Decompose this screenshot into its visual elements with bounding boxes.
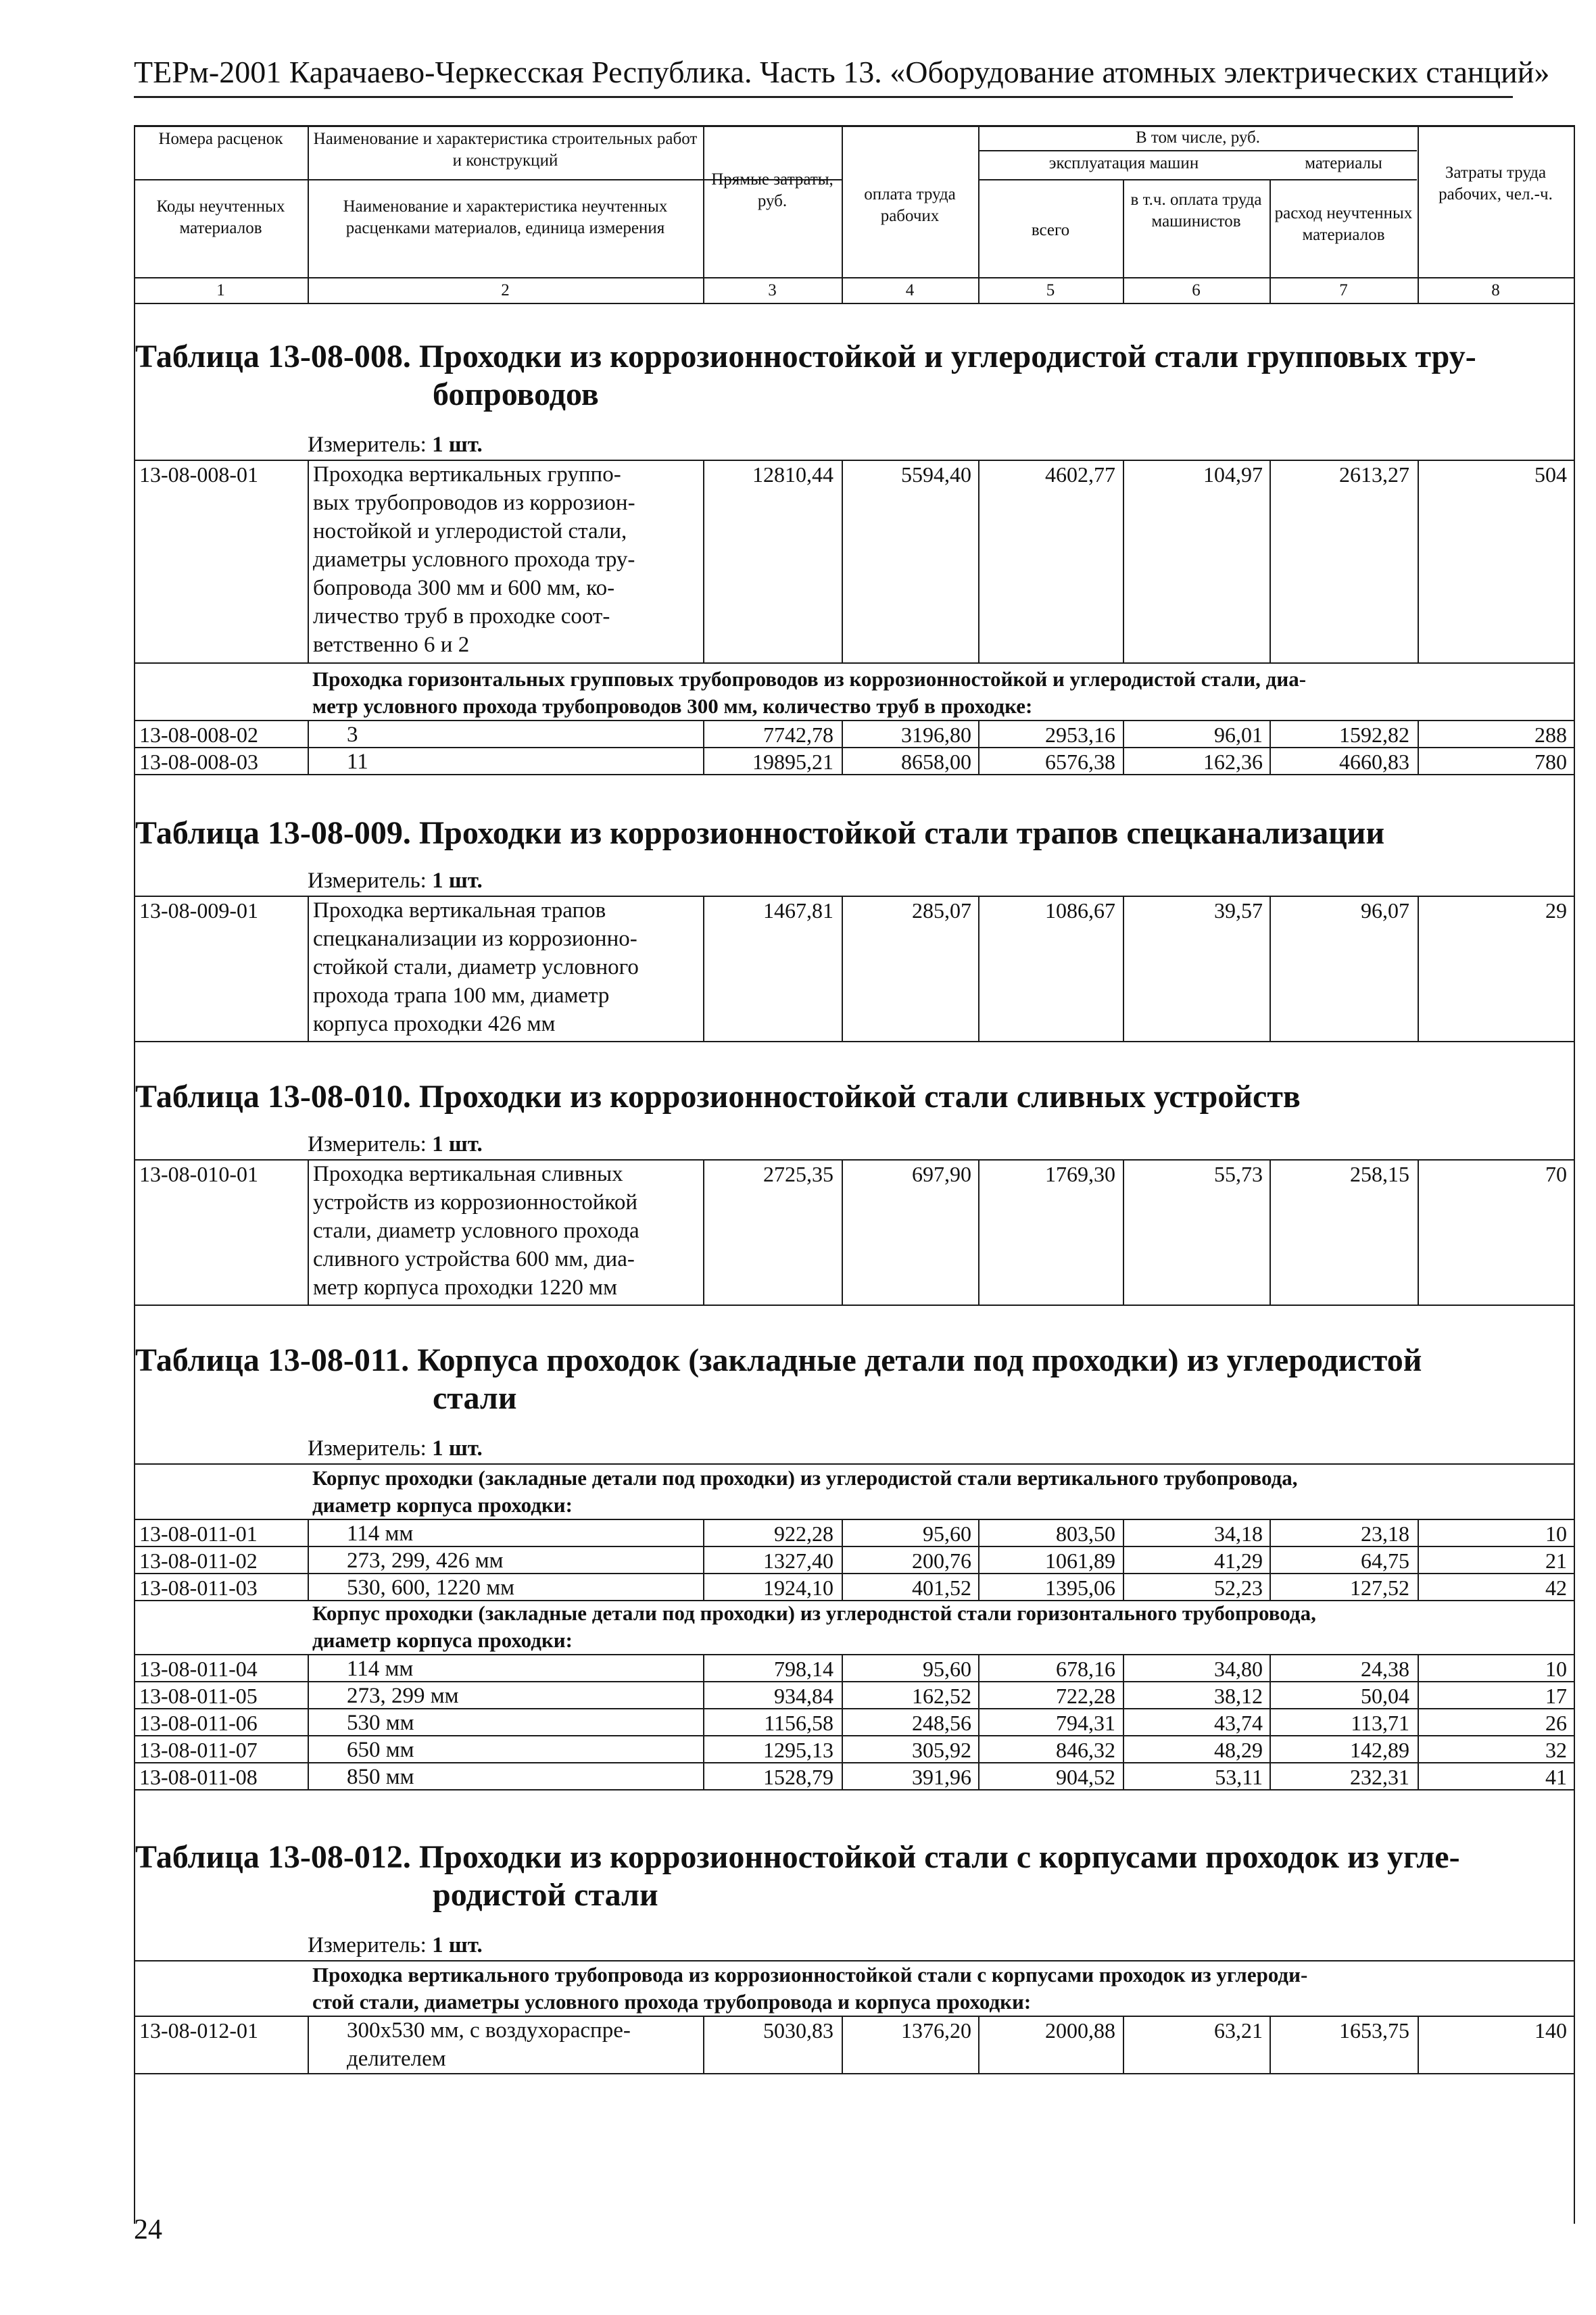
rate-value: 41 [1545, 1765, 1567, 1789]
measure-value: 1 шт. [432, 433, 483, 457]
rate-value: 2953,16 [1045, 723, 1115, 747]
rate-name: Проходка вертикальных группо- вых трубопроводов из коррозион- ностойкой и углеродистой стали, диаметры условного прохода тру- бопровода 300 мм и 600 мм, ко- личество труб в проходке соот- ветственно 6 и 2 [313, 462, 635, 657]
rate-name: Проходка вертикальная трапов спецканализации из коррозионно- стойкой стали, диаметр условного прохода трапа 100 мм, диаметр корпуса проходки 426 мм [313, 898, 639, 1036]
rate-code: 13-08-008-01 [139, 462, 258, 487]
rule [703, 460, 704, 662]
group-heading: диаметр корпуса проходки: [312, 1493, 573, 1517]
header-name-top: Наименование и характеристика строительных работ и конструкций [313, 130, 698, 170]
rate-value: 798,14 [774, 1657, 833, 1681]
rate-name: 300х530 мм, с воздухораспре- делителем [347, 2018, 631, 2071]
rate-value: 34,80 [1214, 1657, 1263, 1681]
rate-value: 113,71 [1351, 1711, 1409, 1735]
rate-value: 200,76 [912, 1549, 971, 1573]
measure-line [308, 1933, 483, 1958]
table-title: Таблица 13-08-012. Проходки из коррозионностойкой стали с корпусами проходок из угле- [135, 1839, 1460, 1875]
header-col-number: 8 [1491, 281, 1500, 299]
rate-value: 2000,88 [1045, 2018, 1115, 2043]
rate-code: 13-08-011-01 [139, 1521, 258, 1546]
rate-name: 11 [347, 750, 368, 774]
rule [134, 1789, 1574, 1790]
rate-code: 13-08-011-02 [139, 1549, 258, 1573]
rate-value: 43,74 [1214, 1711, 1263, 1735]
rate-name: 650 мм [347, 1738, 414, 1762]
header-col-number: 6 [1192, 281, 1201, 299]
rate-code: 13-08-011-08 [139, 1765, 258, 1789]
rule [134, 662, 1574, 664]
rule [308, 896, 309, 1041]
header-name-bottom: Наименование и характеристика неучтенных расценками материалов, единица измерения [343, 197, 668, 237]
rate-value: 1156,58 [764, 1711, 833, 1735]
rate-name: 273, 299, 426 мм [347, 1549, 504, 1573]
rate-name: 530 мм [347, 1711, 414, 1735]
rule [134, 1041, 1574, 1042]
group-heading: Проходка вертикального трубопровода из коррозионностойкой стали с корпусами проходок из углероди- [312, 1963, 1308, 1987]
rule [134, 303, 135, 2224]
measure-value: 1 шт. [432, 1132, 483, 1156]
rate-code: 13-08-010-01 [139, 1162, 258, 1186]
rate-code: 13-08-011-03 [139, 1576, 258, 1600]
rule [308, 460, 309, 662]
group-heading: Проходка горизонтальных групповых трубопроводов из коррозионностойкой и углеродистой стали, диа- [312, 667, 1307, 691]
header-col-number: 4 [905, 281, 915, 299]
rule [978, 179, 1417, 180]
measure-line [308, 1132, 483, 1157]
rule [703, 125, 704, 303]
rate-code: 13-08-011-04 [139, 1657, 258, 1681]
rule [1123, 460, 1124, 662]
header-machines-total: всего [1031, 221, 1070, 239]
rate-value: 10 [1545, 1657, 1567, 1681]
group-heading: диаметр корпуса проходки: [312, 1628, 573, 1652]
rate-value: 95,60 [923, 1521, 971, 1546]
rate-value: 95,60 [923, 1657, 971, 1681]
rate-value: 504 [1534, 462, 1567, 487]
rate-name: Проходка вертикальная сливных устройств из коррозионностойкой стали, диаметр условного прохода сливного устройства 600 мм, диа- метр корпуса проходки 1220 мм [313, 1162, 639, 1300]
rate-value: 55,73 [1214, 1162, 1263, 1186]
rate-value: 288 [1534, 723, 1567, 747]
rule [842, 460, 843, 662]
header-col-number: 5 [1046, 281, 1055, 299]
rule [1418, 125, 1419, 303]
rule [308, 747, 309, 774]
rate-value: 17 [1545, 1684, 1567, 1708]
rate-value: 12810,44 [752, 462, 833, 487]
header-direct-costs: Прямые затраты, руб. [711, 170, 833, 210]
header-machines: эксплуатация машин [1048, 154, 1199, 172]
header-worker-pay: оплата труда рабочих [864, 185, 956, 225]
rate-value: 1327,40 [763, 1549, 833, 1573]
rate-value: 48,29 [1214, 1738, 1263, 1762]
rule [1269, 460, 1271, 662]
measure-line [308, 433, 483, 458]
header-labor: Затраты труда рабочих, чел.-ч. [1438, 164, 1553, 203]
rate-value: 21 [1545, 1549, 1567, 1573]
rate-value: 19895,21 [752, 750, 833, 774]
measure-value: 1 шт. [432, 1436, 483, 1461]
rate-value: 42 [1545, 1576, 1567, 1600]
rate-value: 1592,82 [1339, 723, 1409, 747]
header-col-number: 7 [1339, 281, 1348, 299]
rule [1418, 460, 1419, 662]
header-materials-use: расход неучтенных материалов [1274, 204, 1413, 244]
rate-value: 1528,79 [763, 1765, 833, 1789]
header-col-number: 1 [216, 281, 225, 299]
rate-value: 34,18 [1214, 1521, 1263, 1546]
header-codes-bottom: Коды неучтенных материалов [156, 197, 285, 237]
rate-value: 26 [1545, 1711, 1567, 1735]
page-number: 24 [134, 2214, 162, 2245]
measure-value: 1 шт. [432, 869, 483, 893]
rate-value: 50,04 [1361, 1684, 1409, 1708]
rate-name: 850 мм [347, 1765, 414, 1789]
rate-value: 29 [1545, 898, 1567, 923]
rate-value: 1061,89 [1045, 1549, 1115, 1573]
measure-label: Измеритель: [308, 1933, 427, 1957]
measure-label: Измеритель: [308, 433, 427, 457]
rate-value: 258,15 [1350, 1162, 1409, 1186]
rate-value: 4602,77 [1045, 462, 1115, 487]
rule [978, 150, 1417, 151]
rate-value: 803,50 [1056, 1521, 1115, 1546]
rate-value: 305,92 [912, 1738, 971, 1762]
rate-value: 96,07 [1361, 898, 1409, 923]
rate-value: 1086,67 [1045, 898, 1115, 923]
table-title: стали [433, 1380, 517, 1416]
rate-value: 127,52 [1350, 1576, 1409, 1600]
rate-name: 273, 299 мм [347, 1684, 459, 1708]
rate-value: 5594,40 [901, 462, 971, 487]
rate-value: 162,52 [912, 1684, 971, 1708]
rule [308, 1573, 309, 1600]
rule [1574, 125, 1575, 303]
rule [308, 1735, 309, 1762]
header-operator-pay: в т.ч. оплата труда машинистов [1130, 191, 1262, 230]
rule [134, 1305, 1574, 1306]
rate-value: 96,01 [1214, 723, 1263, 747]
rate-name: 114 мм [347, 1657, 414, 1681]
rule [134, 774, 1574, 775]
measure-line [308, 1436, 483, 1461]
rule [308, 1159, 309, 1305]
rate-value: 678,16 [1056, 1657, 1115, 1681]
rule [308, 1546, 309, 1573]
rate-value: 391,96 [912, 1765, 971, 1789]
rate-value: 232,31 [1350, 1765, 1409, 1789]
table-title: Таблица 13-08-009. Проходки из коррозионностойкой стали трапов спецканализации [135, 815, 1385, 851]
rate-code: 13-08-008-02 [139, 723, 258, 747]
measure-value: 1 шт. [432, 1933, 483, 1957]
group-heading: Корпус проходки (закладные детали под проходки) из углеродистой стали вертикального трубопровода, [312, 1466, 1298, 1490]
rule [308, 1762, 309, 1789]
group-heading: стой стали, диаметры условного прохода трубопровода и корпуса проходки: [312, 1990, 1032, 2014]
rate-value: 922,28 [774, 1521, 833, 1546]
rate-value: 140 [1534, 2018, 1567, 2043]
rate-value: 104,97 [1203, 462, 1263, 487]
rule [1574, 303, 1575, 2224]
rate-value: 5030,83 [763, 2018, 833, 2043]
rate-value: 1395,06 [1045, 1576, 1115, 1600]
group-heading: метр условного прохода трубопроводов 300 мм, количество труб в проходке: [312, 694, 1033, 718]
rate-value: 697,90 [912, 1162, 971, 1186]
measure-label: Измеритель: [308, 1436, 427, 1461]
rate-name: 3 [347, 723, 358, 747]
rule [978, 125, 980, 303]
rate-value: 10 [1545, 1521, 1567, 1546]
rate-value: 1376,20 [901, 2018, 971, 2043]
rate-value: 1467,81 [763, 898, 833, 923]
rate-name: 530, 600, 1220 мм [347, 1576, 515, 1600]
rate-value: 1653,75 [1339, 2018, 1409, 2043]
rate-value: 1769,30 [1045, 1162, 1115, 1186]
group-heading: Корпус проходки (закладные детали под проходки) из углероднстой стали горизонтального трубопровода, [312, 1601, 1316, 1625]
rate-value: 1295,13 [763, 1738, 833, 1762]
rate-code: 13-08-008-03 [139, 750, 258, 774]
rate-value: 401,52 [912, 1576, 971, 1600]
rate-value: 23,18 [1361, 1521, 1409, 1546]
document-title: ТЕРм-2001 Карачаево-Черкесская Республика. Часть 13. «Оборудование атомных электрических станций» [134, 55, 1550, 89]
measure-label: Измеритель: [308, 1132, 427, 1156]
table-title: родистой стали [433, 1877, 658, 1913]
rate-name: 114 мм [347, 1521, 414, 1546]
rate-value: 3196,80 [901, 723, 971, 747]
rate-code: 13-08-011-05 [139, 1684, 258, 1708]
rate-value: 934,84 [774, 1684, 833, 1708]
header-including: В том числе, руб. [1135, 128, 1261, 147]
rule [308, 1654, 309, 1681]
table-title: Таблица 13-08-010. Проходки из коррозионностойкой стали сливных устройств [135, 1079, 1301, 1115]
rate-code: 13-08-011-06 [139, 1711, 258, 1735]
header-col-number: 2 [501, 281, 510, 299]
measure-line [308, 869, 483, 894]
rate-value: 904,52 [1056, 1765, 1115, 1789]
rule [134, 303, 1574, 304]
rate-value: 1924,10 [763, 1576, 833, 1600]
rate-value: 52,23 [1214, 1576, 1263, 1600]
rate-value: 6576,38 [1045, 750, 1115, 774]
rate-value: 162,36 [1203, 750, 1263, 774]
rate-value: 8658,00 [901, 750, 971, 774]
rule [134, 277, 1574, 278]
rate-value: 38,12 [1214, 1684, 1263, 1708]
rule [134, 2073, 1574, 2074]
table-title: Таблица 13-08-008. Проходки из коррозионностойкой и углеродистой стали групповых тру- [135, 339, 1476, 374]
rate-value: 285,07 [912, 898, 971, 923]
rule [308, 1519, 309, 1546]
rate-value: 142,89 [1350, 1738, 1409, 1762]
table-title: бопроводов [433, 376, 599, 412]
rate-value: 4660,83 [1339, 750, 1409, 774]
rate-value: 70 [1545, 1162, 1567, 1186]
rate-value: 780 [1534, 750, 1567, 774]
rate-value: 64,75 [1361, 1549, 1409, 1573]
rate-value: 53,11 [1215, 1765, 1263, 1789]
rate-value: 248,56 [912, 1711, 971, 1735]
rate-code: 13-08-011-07 [139, 1738, 258, 1762]
header-codes-top: Номера расценок [158, 130, 283, 148]
header-materials: материалы [1305, 154, 1382, 172]
rule [978, 460, 980, 662]
rate-value: 846,32 [1056, 1738, 1115, 1762]
rate-value: 39,57 [1214, 898, 1263, 923]
rule [134, 179, 703, 180]
rate-value: 32 [1545, 1738, 1567, 1762]
rate-value: 41,29 [1214, 1549, 1263, 1573]
rate-value: 7742,78 [763, 723, 833, 747]
rate-value: 63,21 [1214, 2018, 1263, 2043]
table-title: Таблица 13-08-011. Корпуса проходок (закладные детали под проходки) из углеродистой [135, 1342, 1422, 1378]
rule [308, 720, 309, 747]
rate-value: 794,31 [1056, 1711, 1115, 1735]
rate-value: 722,28 [1056, 1684, 1115, 1708]
measure-label: Измеритель: [308, 869, 427, 893]
rule [308, 1681, 309, 1708]
rule [308, 1708, 309, 1735]
rate-value: 24,38 [1361, 1657, 1409, 1681]
rule [308, 2016, 309, 2073]
header-col-number: 3 [768, 281, 777, 299]
rate-value: 2725,35 [763, 1162, 833, 1186]
rate-code: 13-08-009-01 [139, 898, 258, 923]
rate-code: 13-08-012-01 [139, 2018, 258, 2043]
rate-value: 2613,27 [1339, 462, 1409, 487]
